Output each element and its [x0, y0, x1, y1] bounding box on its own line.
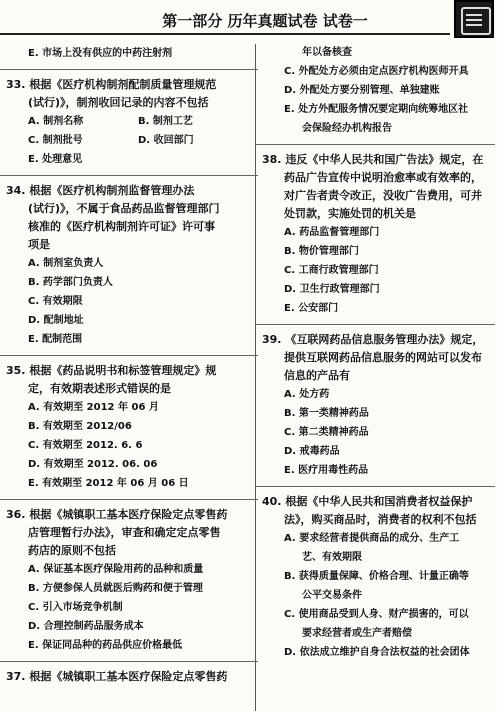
question-stem: 根据《城镇职工基本医疗保险定点零售药	[29, 508, 228, 521]
option-a: A. 保证基本医疗保险用药的品种和质量	[28, 564, 204, 575]
question-separator	[0, 175, 258, 176]
question-37	[6, 668, 252, 686]
option-a: A. 处方药	[284, 389, 330, 400]
question-number: 36.	[6, 508, 26, 521]
question-stem: 定，有效期表述形式错误的是	[28, 382, 171, 395]
question-stem: 根据《药品说明书和标签管理规定》规	[29, 364, 217, 377]
q37-option-d: D. 外配处方要分别管理、单独建账	[284, 85, 440, 96]
option-b: B. 物价管理部门	[284, 246, 359, 257]
option-b: B. 第一类精神药品	[284, 408, 369, 419]
question-separator	[0, 661, 258, 662]
book-logo-icon	[454, 0, 494, 38]
question-separator	[0, 69, 258, 70]
question-stem: 药店的原则不包括	[28, 544, 116, 557]
question-number: 40.	[262, 495, 282, 508]
option-a-cont: 艺、有效期限	[302, 552, 362, 563]
option-c: C. 第二类精神药品	[284, 427, 369, 438]
option-b-cont: 公平交易条件	[302, 590, 362, 601]
question-stem: 根据《医疗机构制剂配制质量管理规范	[29, 78, 217, 91]
question-stem: 违反《中华人民共和国广告法》规定，在	[285, 153, 484, 166]
question-stem: 药品广告宣传中说明治愈率或有效率的，	[284, 171, 482, 184]
option-c: C. 引入市场竞争机制	[28, 602, 123, 613]
option-d: D. 卫生行政管理部门	[284, 284, 380, 295]
question-35	[6, 362, 252, 493]
question-40	[262, 493, 495, 662]
header-title: 第一部分 历年真题试卷 试卷一	[162, 12, 368, 30]
option-d: D. 合理控制药品服务成本	[28, 621, 144, 632]
option-e: E. 保证同品种的药品供应价格最低	[28, 640, 183, 651]
question-separator	[256, 144, 495, 145]
option-b: B. 获得质量保障、价格合理、计量正确等	[284, 571, 469, 582]
question-stem: 提供互联网药品信息服务的网站可以发布	[284, 351, 482, 364]
question-39	[262, 331, 495, 480]
question-stem: 法》，购买商品时，消费者的权利不包括	[284, 513, 477, 526]
question-stem: 核准的《医疗机构制剂许可证》许可事	[28, 220, 215, 233]
option-d: D. 收回部门	[138, 135, 194, 146]
page-header	[0, 0, 497, 40]
question-number: 35.	[6, 364, 26, 377]
question-separator	[0, 499, 258, 500]
option-d: D. 戒毒药品	[284, 446, 340, 457]
option-a: A. 有效期至 2012 年 06 月	[28, 402, 159, 413]
q37-option-e: E. 处方外配服务情况要定期向统筹地区社	[284, 104, 469, 115]
question-number: 38.	[262, 153, 282, 166]
option-b: B. 制剂工艺	[138, 116, 193, 127]
q37-option-cont: 年以备核查	[302, 47, 352, 58]
option-a: A. 制剂名称	[28, 116, 84, 127]
option-d: D. 配制地址	[28, 315, 84, 326]
option-a: A. 制剂室负责人	[28, 258, 104, 269]
question-number: 34.	[6, 184, 26, 197]
question-separator	[0, 355, 258, 356]
question-separator	[256, 486, 495, 487]
option-c-cont: 要求经营者或生产者赔偿	[302, 628, 412, 639]
option-e: E. 公安部门	[284, 303, 339, 314]
question-stem: 根据《城镇职工基本医疗保险定点零售药	[29, 670, 228, 683]
question-stem: 对广告者责令改正，没收广告费用，可并	[284, 189, 482, 202]
option-e: E. 有效期至 2012 年 06 月 06 日	[28, 478, 189, 489]
option-c: C. 有效期至 2012. 6. 6	[28, 440, 143, 451]
question-34	[6, 182, 252, 349]
option-b: B. 方便参保人员就医后购药和便于管理	[28, 583, 203, 594]
question-stem: 店管理暂行办法》，审查和确定定点零售	[28, 526, 221, 539]
question-38	[262, 151, 495, 318]
question-stem: 处罚款，实施处罚的机关是	[284, 207, 416, 220]
question-number: 37.	[6, 670, 26, 683]
option-c: C. 有效期限	[28, 296, 83, 307]
option-b: B. 有效期至 2012/06	[28, 421, 132, 432]
question-separator	[256, 324, 495, 325]
question-stem: 《互联网药品信息服务管理办法》规定，	[285, 333, 484, 346]
option-a: A. 要求经营者提供商品的成分、生产工	[284, 533, 460, 544]
question-number: 39.	[262, 333, 282, 346]
question-stem: (试行)》，制剂收回记录的内容不包括	[28, 96, 209, 109]
option-e: E. 医疗用毒性药品	[284, 465, 369, 476]
option-a: A. 药品监督管理部门	[284, 227, 380, 238]
option-c: C. 工商行政管理部门	[284, 265, 379, 276]
question-stem: 项是	[28, 238, 50, 251]
option-c: C. 使用商品受到人身、财产损害的，可以	[284, 609, 469, 620]
q32-option-e: E. 市场上没有供应的中药注射剂	[28, 48, 173, 59]
option-d: D. 依法成立维护自身合法权益的社会团体	[284, 647, 470, 658]
question-33	[6, 76, 252, 169]
question-number: 33.	[6, 78, 26, 91]
question-stem: 信息的产品有	[284, 369, 350, 382]
option-e: E. 配制范围	[28, 334, 83, 345]
option-e: E. 处理意见	[28, 154, 83, 165]
option-d: D. 有效期至 2012. 06. 06	[28, 459, 158, 470]
question-36	[6, 506, 252, 655]
question-stem: 根据《医疗机构制剂监督管理办法	[29, 184, 195, 197]
header-rule	[0, 33, 450, 35]
question-stem: (试行)》，不属于食品药品监督管理部门	[28, 202, 220, 215]
q37-option-c: C. 外配处方必须由定点医疗机构医师开具	[284, 66, 469, 77]
question-stem: 根据《中华人民共和国消费者权益保护	[285, 495, 473, 508]
q37-option-e-cont: 会保险经办机构报告	[302, 123, 392, 134]
option-b: B. 药学部门负责人	[28, 277, 113, 288]
left-column	[6, 44, 252, 686]
right-column	[262, 44, 495, 663]
option-c: C. 制剂批号	[28, 135, 83, 146]
